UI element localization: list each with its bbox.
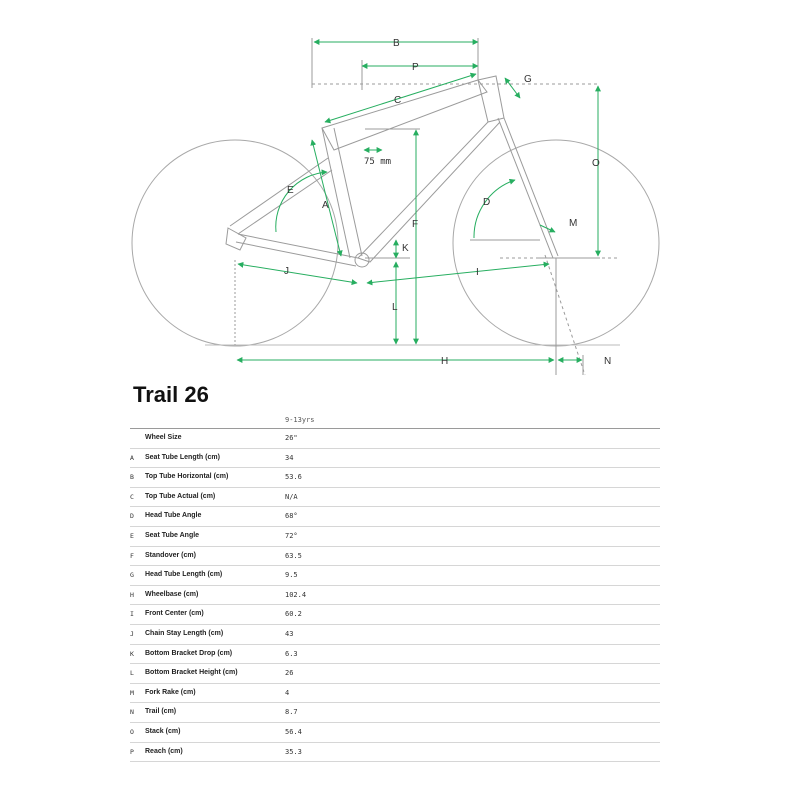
dim-label-f: F bbox=[412, 219, 419, 230]
rear-wheel bbox=[132, 140, 338, 346]
table-row bbox=[130, 547, 660, 567]
row-label: Top Tube Horizontal (cm) bbox=[145, 473, 229, 481]
bike-frame bbox=[226, 38, 620, 375]
row-value: 56.4 bbox=[285, 727, 302, 736]
row-letter: L bbox=[130, 669, 134, 678]
row-label: Bottom Bracket Drop (cm) bbox=[145, 649, 233, 657]
dim-label-c: C bbox=[394, 95, 402, 106]
row-letter: G bbox=[130, 571, 134, 580]
row-label: Trail (cm) bbox=[145, 708, 177, 716]
row-letter: K bbox=[130, 649, 134, 658]
row-label: Head Tube Angle bbox=[145, 512, 202, 520]
table-row bbox=[130, 468, 660, 488]
row-letter: B bbox=[130, 473, 134, 482]
row-value: 43 bbox=[285, 629, 294, 638]
row-label: Wheel Size bbox=[145, 434, 182, 441]
row-letter: E bbox=[130, 531, 134, 540]
row-value: 60.2 bbox=[285, 610, 302, 619]
model-title: Trail 26 bbox=[133, 382, 209, 407]
table-row bbox=[130, 449, 660, 469]
table-row bbox=[130, 684, 660, 704]
row-label: Wheelbase (cm) bbox=[145, 590, 199, 598]
table-row bbox=[130, 743, 660, 763]
table-row bbox=[130, 605, 660, 625]
row-letter: F bbox=[130, 551, 134, 560]
row-letter: A bbox=[130, 453, 134, 462]
seat-offset-note: 75 mm bbox=[364, 157, 392, 167]
row-value: 6.3 bbox=[285, 649, 298, 658]
row-label: Reach (cm) bbox=[145, 747, 183, 755]
row-value: 102.4 bbox=[285, 590, 307, 599]
dim-label-g: G bbox=[524, 74, 532, 85]
row-value: 8.7 bbox=[285, 708, 298, 717]
row-letter: I bbox=[130, 610, 134, 619]
row-letter: C bbox=[130, 492, 134, 501]
row-label: Stack (cm) bbox=[145, 727, 181, 735]
row-letter: H bbox=[130, 590, 134, 599]
dim-label-d: D bbox=[483, 197, 491, 208]
row-value: 53.6 bbox=[285, 473, 302, 482]
dim-label-l: L bbox=[392, 302, 398, 313]
row-label: Seat Tube Length (cm) bbox=[145, 453, 220, 461]
row-value: 26 bbox=[285, 669, 294, 678]
row-label: Front Center (cm) bbox=[145, 610, 204, 618]
dim-label-p: P bbox=[412, 62, 419, 73]
row-label: Chain Stay Length (cm) bbox=[145, 629, 224, 637]
dim-label-m: M bbox=[569, 218, 578, 229]
table-row bbox=[130, 664, 660, 684]
table-row bbox=[130, 527, 660, 547]
row-letter: P bbox=[130, 747, 134, 756]
row-label: Bottom Bracket Height (cm) bbox=[145, 669, 238, 677]
row-letter: J bbox=[130, 629, 134, 638]
dim-label-i: I bbox=[476, 267, 479, 278]
row-value: 68° bbox=[285, 512, 298, 521]
row-value: N/A bbox=[285, 492, 298, 501]
dim-label-k: K bbox=[402, 243, 409, 254]
row-label: Standover (cm) bbox=[145, 551, 196, 559]
table-row bbox=[130, 723, 660, 743]
row-label: Head Tube Length (cm) bbox=[145, 571, 223, 579]
table-row bbox=[130, 586, 660, 606]
dim-label-e: E bbox=[287, 185, 294, 196]
row-value: 9.5 bbox=[285, 571, 298, 580]
row-value: 63.5 bbox=[285, 551, 302, 560]
table-row bbox=[130, 429, 660, 449]
table-row bbox=[130, 703, 660, 723]
dim-label-j: J bbox=[284, 266, 289, 277]
dim-label-h: H bbox=[441, 356, 449, 367]
row-letter: M bbox=[130, 688, 134, 697]
row-value: 26" bbox=[285, 434, 298, 442]
table-row bbox=[130, 625, 660, 645]
row-letter: D bbox=[130, 512, 134, 521]
table-row bbox=[130, 566, 660, 586]
row-label: Top Tube Actual (cm) bbox=[145, 492, 216, 500]
row-value: 4 bbox=[285, 688, 290, 697]
row-label: Fork Rake (cm) bbox=[145, 688, 196, 696]
row-letter: O bbox=[130, 727, 134, 736]
dim-label-o: O bbox=[592, 158, 600, 169]
table-row bbox=[130, 507, 660, 527]
row-label: Seat Tube Angle bbox=[145, 531, 200, 539]
table-row bbox=[130, 488, 660, 508]
row-value: 35.3 bbox=[285, 747, 302, 756]
bike-geometry-diagram bbox=[0, 0, 800, 380]
dimension-lines bbox=[237, 42, 598, 360]
dim-label-a: A bbox=[322, 200, 329, 211]
dim-label-n: N bbox=[604, 356, 612, 367]
row-value: 34 bbox=[285, 453, 294, 462]
size-column-header: 9-13yrs bbox=[285, 416, 315, 424]
geometry-table bbox=[130, 429, 660, 762]
table-row bbox=[130, 645, 660, 665]
row-letter: N bbox=[130, 708, 134, 717]
dim-label-b: B bbox=[393, 38, 400, 49]
row-value: 72° bbox=[285, 531, 298, 540]
